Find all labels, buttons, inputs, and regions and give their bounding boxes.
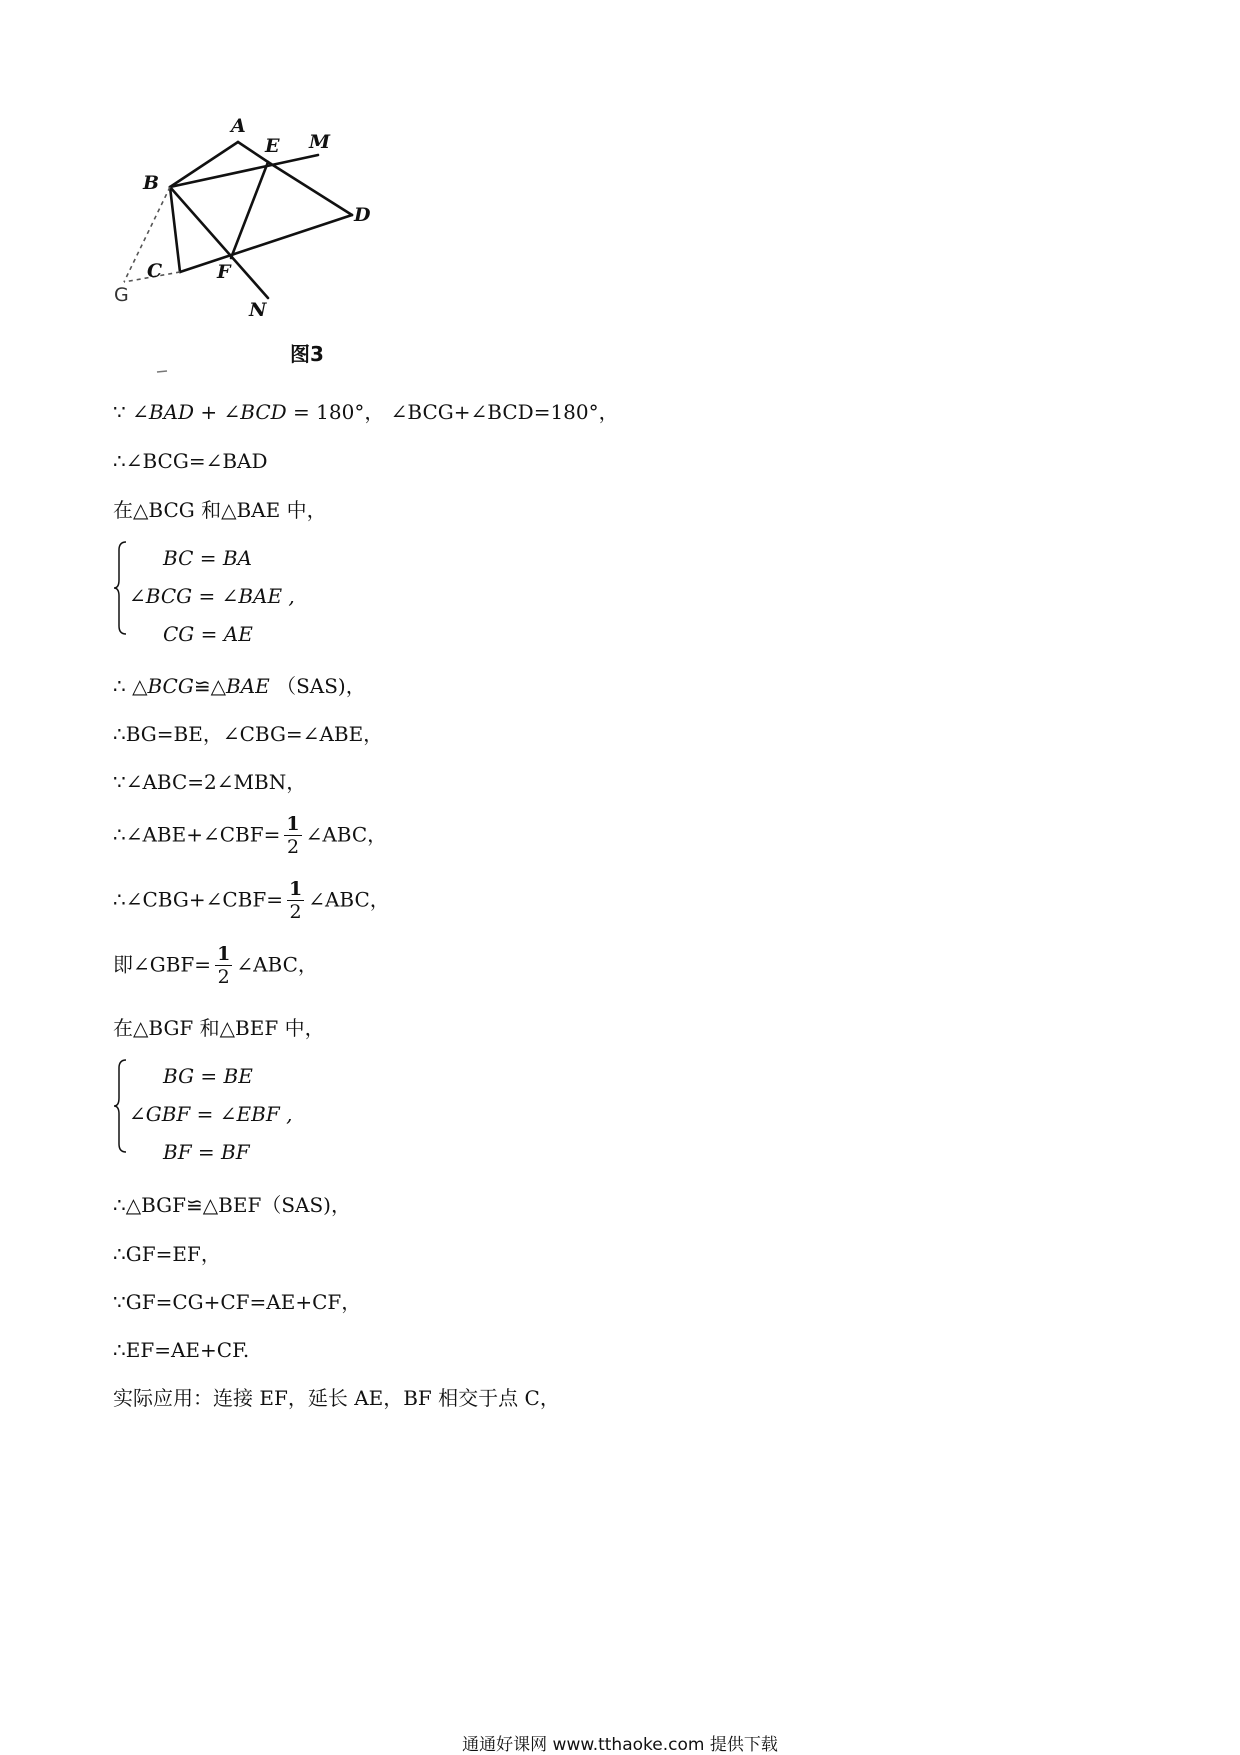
label-D: D [354, 204, 371, 226]
equation-system-2 [113, 1058, 333, 1164]
system-2-row-3: BF = BF [163, 1140, 250, 1164]
step-line-10: 即∠GBF= $\frac{1}{2}$ ∠ABC， [113, 943, 318, 988]
segment-ED [268, 162, 352, 215]
step-line-6: ∴BG=BE，∠CBG=∠ABE， [113, 722, 384, 746]
step-line-8: ∴∠ABE+∠CBF= $\frac{1}{2}$ ∠ABC， [113, 813, 388, 858]
label-B: B [143, 172, 160, 194]
segment-DC [180, 215, 352, 272]
left-brace [113, 540, 129, 636]
system-1-row-1: BC = BA [163, 546, 252, 570]
label-C: C [147, 260, 163, 282]
step-line-16: ∴EF=AE+CF. [113, 1338, 250, 1362]
step-line-15: ∵GF=CG+CF=AE+CF， [113, 1290, 362, 1314]
step-line-7: ∵∠ABC=2∠MBN， [113, 770, 307, 794]
step-line-5: ∴ △BCG≌△BAE （SAS)， [113, 674, 366, 698]
segment-BC [170, 187, 180, 272]
step-line-1: ∵ ∠BAD + ∠BCD = 180°， ∠BCG+∠BCD=180°， [113, 400, 619, 424]
step-line-17: 实际应用：连接 EF，延长 AE，BF 相交于点 C， [113, 1386, 560, 1410]
label-N: N [249, 299, 267, 321]
step-line-9: ∴∠CBG+∠CBF= $\frac{1}{2}$ ∠ABC， [113, 878, 390, 923]
page-footer: 通通好课网 www.tthaoke.com 提供下载 [462, 1735, 778, 1755]
label-E: E [265, 135, 280, 157]
left-brace [113, 1058, 129, 1154]
label-F: F [217, 261, 231, 283]
geometry-figure [110, 110, 440, 380]
step-line-11: 在△BGF 和△BEF 中， [113, 1016, 325, 1040]
label-G: G [114, 284, 129, 306]
figure-caption: 图3 [290, 342, 324, 366]
scan-mark [157, 371, 167, 372]
equation-system-1 [113, 540, 333, 646]
system-1-row-3: CG = AE [163, 622, 253, 646]
step-line-3: 在△BCG 和△BAE 中， [113, 498, 327, 522]
step-line-14: ∴GF=EF， [113, 1242, 221, 1266]
system-2-row-1: BG = BE [163, 1064, 253, 1088]
fraction-one-half: $\frac{1}{2}$ [288, 878, 303, 923]
step-line-13: ∴△BGF≌△BEF（SAS)， [113, 1193, 351, 1217]
fraction-one-half: $\frac{1}{2}$ [217, 943, 231, 988]
system-2-row-2: ∠GBF = ∠EBF , [129, 1102, 293, 1126]
fraction-one-half: $\frac{1}{2}$ [286, 813, 300, 858]
step-line-2: ∴∠BCG=∠BAD [113, 449, 268, 473]
label-M: M [309, 131, 331, 153]
segment-AE [238, 142, 268, 162]
system-1-row-2: ∠BCG = ∠BAE , [129, 584, 295, 608]
label-A: A [231, 115, 246, 137]
